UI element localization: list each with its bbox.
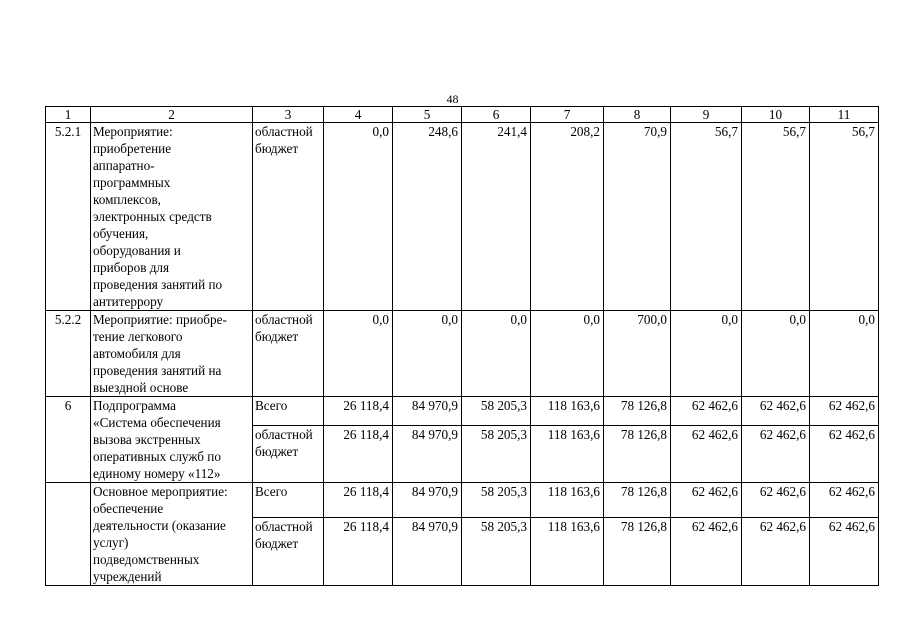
budget-table xyxy=(45,106,879,586)
row-name-line: комплексов, xyxy=(93,192,161,207)
total-value: 62 462,6 xyxy=(742,397,810,426)
value-cell: 62 462,6 xyxy=(810,426,879,483)
value-cell: 84 970,9 xyxy=(393,517,462,585)
column-header-5: 5 xyxy=(393,107,462,123)
value-cell: 62 462,6 xyxy=(671,517,742,585)
total-label: Всего xyxy=(253,397,324,426)
row-name-line: электронных средств xyxy=(93,209,212,224)
row-name-line: Подпрограмма xyxy=(93,398,177,413)
column-header-11: 11 xyxy=(810,107,879,123)
value-cell: 118 163,6 xyxy=(531,426,604,483)
value-cell: 0,0 xyxy=(671,311,742,397)
row-name-line: единому номеру «112» xyxy=(93,466,221,481)
row-name-line: проведения занятий по xyxy=(93,277,223,292)
row-name-line: выездной основе xyxy=(93,380,189,395)
row-name-line: обеспечение xyxy=(93,501,164,516)
column-header-7: 7 xyxy=(531,107,604,123)
table-body xyxy=(46,107,879,586)
row-name-line: подведомственных xyxy=(93,552,200,567)
budget-source-line: бюджет xyxy=(255,329,299,344)
budget-source xyxy=(253,123,324,311)
row-name-line: учреждений xyxy=(93,569,162,584)
total-value: 62 462,6 xyxy=(671,397,742,426)
total-value: 58 205,3 xyxy=(462,397,531,426)
row-name-line: приобретение xyxy=(93,141,172,156)
row-name xyxy=(91,123,253,311)
total-value: 58 205,3 xyxy=(462,483,531,518)
total-value: 26 118,4 xyxy=(324,397,393,426)
total-label: Всего xyxy=(253,483,324,518)
row-name-line: обучения, xyxy=(93,226,149,241)
value-cell: 58 205,3 xyxy=(462,517,531,585)
row-name-line: деятельности (оказание xyxy=(93,518,226,533)
value-cell: 0,0 xyxy=(324,123,393,311)
row-code xyxy=(46,483,91,586)
budget-source xyxy=(253,426,324,483)
row-name-line: Основное мероприятие: xyxy=(93,484,228,499)
row-name-line: «Система обеспечения xyxy=(93,415,221,430)
table-row xyxy=(46,123,879,311)
row-code: 5.2.1 xyxy=(46,123,91,311)
row-name xyxy=(91,311,253,397)
table-row xyxy=(46,483,879,518)
row-name-line: антитеррору xyxy=(93,294,164,309)
total-value: 84 970,9 xyxy=(393,483,462,518)
column-header-4: 4 xyxy=(324,107,393,123)
total-value: 118 163,6 xyxy=(531,483,604,518)
row-name-line: вызова экстренных xyxy=(93,432,201,447)
column-header-1: 1 xyxy=(46,107,91,123)
budget-source-line: бюджет xyxy=(255,535,299,551)
value-cell: 208,2 xyxy=(531,123,604,311)
value-cell: 78 126,8 xyxy=(604,426,671,483)
row-name-line: аппаратно- xyxy=(93,158,155,173)
value-cell: 62 462,6 xyxy=(671,426,742,483)
column-header-3: 3 xyxy=(253,107,324,123)
column-header-8: 8 xyxy=(604,107,671,123)
value-cell: 78 126,8 xyxy=(604,517,671,585)
value-cell: 62 462,6 xyxy=(810,517,879,585)
value-cell: 0,0 xyxy=(810,311,879,397)
value-cell: 700,0 xyxy=(604,311,671,397)
value-cell: 56,7 xyxy=(742,123,810,311)
table-row xyxy=(46,311,879,397)
total-value: 62 462,6 xyxy=(742,483,810,518)
budget-source-line: бюджет xyxy=(255,141,299,156)
row-name-line: проведения занятий на xyxy=(93,363,222,378)
value-cell: 70,9 xyxy=(604,123,671,311)
row-name xyxy=(91,397,253,483)
column-header-10: 10 xyxy=(742,107,810,123)
total-value: 78 126,8 xyxy=(604,483,671,518)
row-code: 6 xyxy=(46,397,91,483)
value-cell: 0,0 xyxy=(393,311,462,397)
value-cell: 58 205,3 xyxy=(462,426,531,483)
column-header-9: 9 xyxy=(671,107,742,123)
row-name-line: оборудования и xyxy=(93,243,181,258)
budget-source-line: областной xyxy=(255,124,313,139)
value-cell: 26 118,4 xyxy=(324,426,393,483)
row-name-line: услуг) xyxy=(93,535,129,550)
row-name-line: оперативных служб по xyxy=(93,449,221,464)
value-cell: 241,4 xyxy=(462,123,531,311)
total-value: 62 462,6 xyxy=(810,483,879,518)
row-name-line: автомобиля для xyxy=(93,346,181,361)
value-cell: 0,0 xyxy=(324,311,393,397)
budget-source-line: областной xyxy=(255,518,313,534)
row-name-line: тение легкового xyxy=(93,329,183,344)
value-cell: 26 118,4 xyxy=(324,517,393,585)
value-cell: 84 970,9 xyxy=(393,426,462,483)
value-cell: 62 462,6 xyxy=(742,426,810,483)
row-name-line: приборов для xyxy=(93,260,170,275)
total-value: 26 118,4 xyxy=(324,483,393,518)
value-cell: 56,7 xyxy=(671,123,742,311)
total-value: 62 462,6 xyxy=(671,483,742,518)
total-value: 78 126,8 xyxy=(604,397,671,426)
row-name-line: программных xyxy=(93,175,171,190)
value-cell: 0,0 xyxy=(462,311,531,397)
budget-source-line: бюджет xyxy=(255,444,299,460)
value-cell: 62 462,6 xyxy=(742,517,810,585)
column-header-6: 6 xyxy=(462,107,531,123)
column-header-2: 2 xyxy=(91,107,253,123)
budget-source xyxy=(253,311,324,397)
total-value: 62 462,6 xyxy=(810,397,879,426)
value-cell: 0,0 xyxy=(531,311,604,397)
total-value: 118 163,6 xyxy=(531,397,604,426)
total-value: 84 970,9 xyxy=(393,397,462,426)
row-name-line: Мероприятие: xyxy=(93,124,173,139)
budget-source-line: областной xyxy=(255,312,313,327)
row-name-line: Мероприятие: приобре- xyxy=(93,312,227,327)
budget-source-line: областной xyxy=(255,427,313,443)
value-cell: 248,6 xyxy=(393,123,462,311)
value-cell: 118 163,6 xyxy=(531,517,604,585)
value-cell: 0,0 xyxy=(742,311,810,397)
header-row xyxy=(46,107,879,123)
value-cell: 56,7 xyxy=(810,123,879,311)
table-row xyxy=(46,397,879,426)
page-number: 48 xyxy=(446,92,459,106)
row-code: 5.2.2 xyxy=(46,311,91,397)
budget-source xyxy=(253,517,324,585)
row-name xyxy=(91,483,253,586)
